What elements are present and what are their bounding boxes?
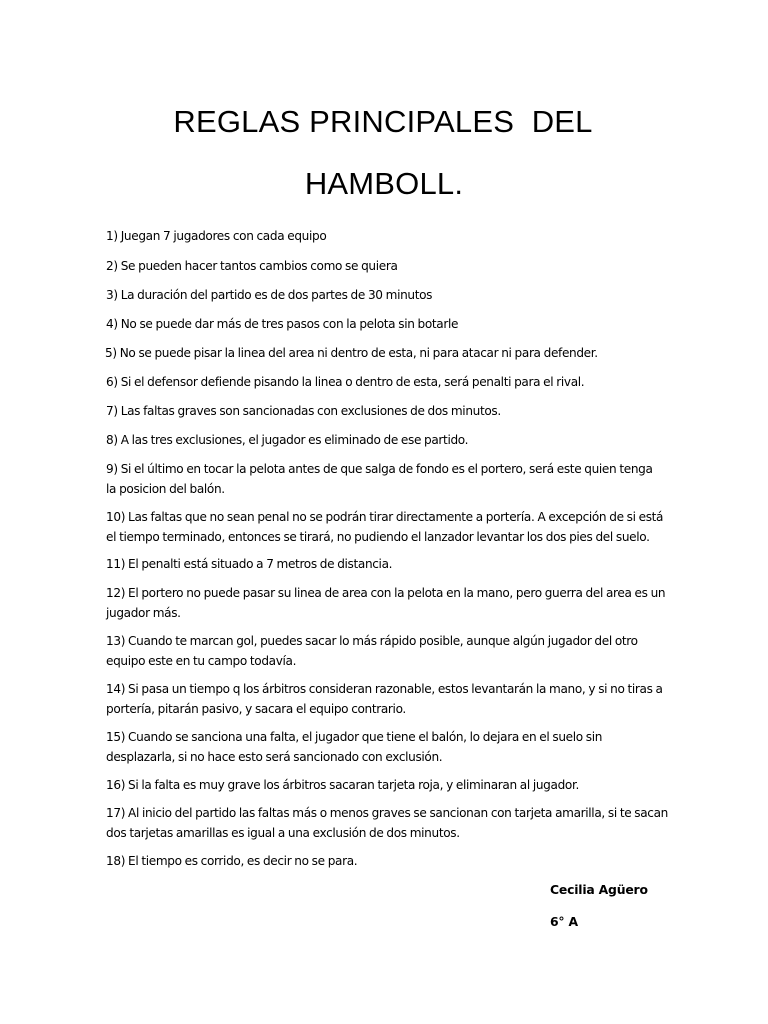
rule-line: 6) Si el defensor defiende pisando la linea o dentro de esta, será penalti para el rival. [106, 375, 585, 389]
rule-item [106, 555, 666, 575]
title-line-1: REGLAS PRINCIPALES DEL [173, 104, 593, 139]
rule-item [106, 852, 666, 872]
rule-line: equipo este en tu campo todavía. [106, 653, 297, 668]
rule-line: 12) El portero no puede pasar su linea de area con la pelota en la mano, pero guerra del area es un [106, 586, 666, 600]
rule-line: portería, pitarán pasivo, y sacara el equipo contrario. [106, 701, 406, 716]
rule-line: desplazarla, si no hace esto será sancionado con exclusión. [106, 749, 443, 764]
rule-item [106, 373, 666, 393]
rule-line: 15) Cuando se sanciona una falta, el jugador que tiene el balón, lo dejara en el suelo sin [106, 730, 603, 744]
rule-line: 16) Si la falta es muy grave los árbitros sacaran tarjeta roja, y eliminaran al jugador. [106, 778, 579, 792]
rule-line: 17) Al inicio del partido las faltas más o menos graves se sancionan con tarjeta amarilla, si te sacan [106, 806, 668, 820]
rule-line: 2) Se pueden hacer tantos cambios como se quiera [106, 259, 398, 273]
rule-item [106, 257, 666, 277]
rule-line: jugador más. [106, 605, 181, 620]
rule-item [105, 344, 665, 364]
rule-item [106, 431, 666, 451]
rule-item [106, 402, 666, 422]
rule-line: 7) Las faltas graves son sancionadas con exclusiones de dos minutos. [106, 404, 501, 418]
rule-line: dos tarjetas amarillas es igual a una exclusión de dos minutos. [106, 825, 460, 840]
title-line-2: HAMBOLL. [304, 166, 464, 201]
rule-line: 5) No se puede pisar la linea del area ni dentro de esta, ni para atacar ni para defender. [105, 346, 598, 360]
rule-line: 1) Juegan 7 jugadores con cada equipo [106, 229, 327, 243]
rule-line: 10) Las faltas que no sean penal no se podrán tirar directamente a portería. A excepción de si está [106, 510, 664, 524]
rule-line: la posicion del balón. [106, 481, 225, 496]
rule-line: 3) La duración del partido es de dos partes de 30 minutos [106, 288, 433, 302]
author-class: 6° A [550, 914, 578, 929]
rule-line: 13) Cuando te marcan gol, puedes sacar lo más rápido posible, aunque algún jugador del otro [106, 634, 638, 648]
rule-line: 14) Si pasa un tiempo q los árbitros consideran razonable, estos levantarán la mano, y si no tiras a [106, 682, 663, 696]
rule-item [106, 227, 666, 247]
rule-line: 8) A las tres exclusiones, el jugador es eliminado de ese partido. [106, 433, 469, 447]
rule-line: 9) Si el último en tocar la pelota antes de que salga de fondo es el portero, será este quien tenga [106, 462, 653, 476]
rule-item [106, 632, 666, 671]
rule-line: 4) No se puede dar más de tres pasos con la pelota sin botarle [106, 317, 459, 331]
rule-item [106, 804, 666, 843]
rule-item [106, 776, 666, 796]
rule-item [106, 728, 666, 767]
rule-item [106, 286, 666, 306]
rule-item [106, 460, 666, 499]
rule-item [106, 680, 666, 719]
rule-item [106, 508, 666, 547]
rule-line: 18) El tiempo es corrido, es decir no se para. [106, 854, 358, 868]
rule-item [106, 315, 666, 335]
rule-line: el tiempo terminado, entonces se tirará, no pudiendo el lanzador levantar los dos pies del suelo. [106, 529, 650, 544]
rule-line: 11) El penalti está situado a 7 metros de distancia. [106, 557, 393, 571]
author-name: Cecilia Agüero [550, 882, 648, 897]
rule-item [106, 584, 666, 623]
